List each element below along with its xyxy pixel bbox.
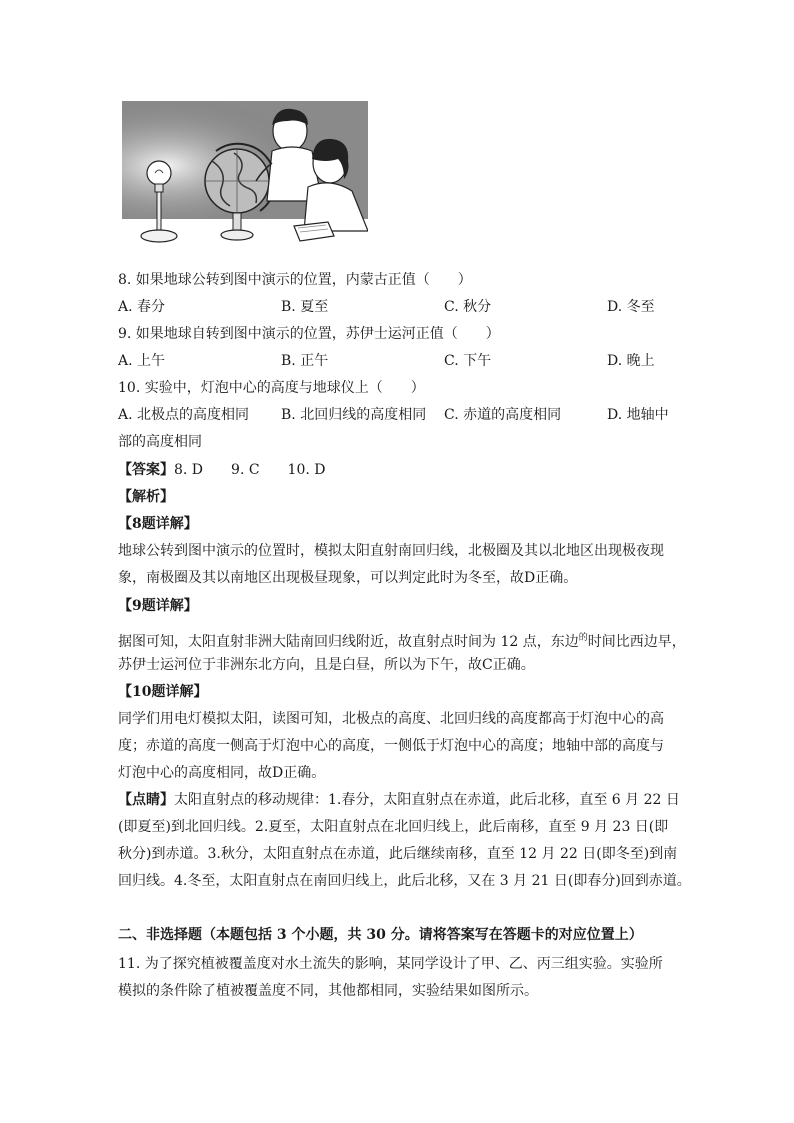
answer-line <box>118 460 326 480</box>
question-11-line: 11. 为了探究植被覆盖度对水土流失的影响，某同学设计了甲、乙、丙三组实验。实验所 <box>118 956 663 972</box>
detail-9-line1a: 据图可知，太阳直射非洲大陆南回归线附近，故直射点时间为 12 点，东边 <box>118 634 579 650</box>
detail-9-label: 【9题详解】 <box>118 598 198 614</box>
tip-line: 回归线。4.冬至，太阳直射点在南回归线上，此后北移，又在 3 月 21 日(即春分)回到赤道。 <box>118 873 691 889</box>
detail-10-label: 【10题详解】 <box>118 684 208 700</box>
question-10-stem: 10. 实验中，灯泡中心的高度与地球仪上（ ） <box>118 380 425 396</box>
q10-option-b[interactable]: B. 北回归线的高度相同 <box>281 407 427 423</box>
q9-option-c[interactable]: C. 下午 <box>444 353 492 369</box>
tip-text: 太阳直射点的移动规律：1.春分，太阳直射点在赤道，此后北移，直至 6 月 22 日 <box>174 792 680 808</box>
tip-label: 【点睛】 <box>118 792 174 808</box>
q10-option-d[interactable]: D. 地轴中 <box>607 407 669 423</box>
tip-line: (即夏至)到北回归线。2.夏至，太阳直射点在北回归线上，此后南移，直至 9 月 23 日(即 <box>118 819 669 835</box>
q9-option-b[interactable]: B. 正午 <box>281 353 329 369</box>
globe-lamp-illustration <box>122 101 368 258</box>
detail-9-line1b: 时间比西边早， <box>587 634 686 650</box>
q10-option-d-continuation: 部的高度相同 <box>118 434 202 450</box>
question-9-stem: 9. 如果地球自转到图中演示的位置，苏伊士运河正值（ ） <box>118 326 500 342</box>
detail-9-line <box>118 628 686 652</box>
question-11-line: 模拟的条件除了植被覆盖度不同，其他都相同，实验结果如图所示。 <box>118 983 538 999</box>
q8-option-c[interactable]: C. 秋分 <box>444 299 492 315</box>
q8-option-b[interactable]: B. 夏至 <box>281 299 329 315</box>
section-2-heading: 二、非选择题（本题包括 3 个小题，共 30 分。请将答案写在答题卡的对应位置上） <box>118 927 643 943</box>
detail-10-line: 度；赤道的高度一侧高于灯泡中心的高度，一侧低于灯泡中心的高度；地轴中部的高度与 <box>118 738 664 754</box>
answer-label: 【答案】 <box>118 462 174 478</box>
question-8-stem: 8. 如果地球公转到图中演示的位置，内蒙古正值（ ） <box>118 272 472 288</box>
q9-option-d[interactable]: D. 晚上 <box>607 353 655 369</box>
detail-9-line: 苏伊士运河位于非洲东北方向，且是白昼，所以为下午，故C正确。 <box>118 657 535 673</box>
q8-option-a[interactable]: A. 春分 <box>118 299 166 315</box>
q10-option-a[interactable]: A. 北极点的高度相同 <box>118 407 250 423</box>
tip-line: 秋分)到赤道。3.秋分，太阳直射点在赤道，此后继续南移，直至 12 月 22 日(即冬至)到南 <box>118 846 678 862</box>
detail-10-line: 同学们用电灯模拟太阳，读图可知，北极点的高度、北回归线的高度都高于灯泡中心的高 <box>118 711 664 727</box>
answer-text: 8. D 9. C 10. D <box>174 462 326 478</box>
detail-9-superscript: 的 <box>578 633 588 643</box>
detail-8-label: 【8题详解】 <box>118 516 198 532</box>
detail-10-line: 灯泡中心的高度相同，故D正确。 <box>118 765 326 781</box>
detail-8-line: 地球公转到图中演示的位置时，模拟太阳直射南回归线，北极圈及其以北地区出现极夜现 <box>118 543 664 559</box>
q8-option-d[interactable]: D. 冬至 <box>607 299 655 315</box>
q9-option-a[interactable]: A. 上午 <box>118 353 166 369</box>
q10-option-c[interactable]: C. 赤道的高度相同 <box>444 407 562 423</box>
detail-8-line: 象，南极圈及其以南地区出现极昼现象，可以判定此时为冬至，故D正确。 <box>118 570 578 586</box>
tip-line <box>118 790 680 810</box>
analysis-label: 【解析】 <box>118 489 174 505</box>
